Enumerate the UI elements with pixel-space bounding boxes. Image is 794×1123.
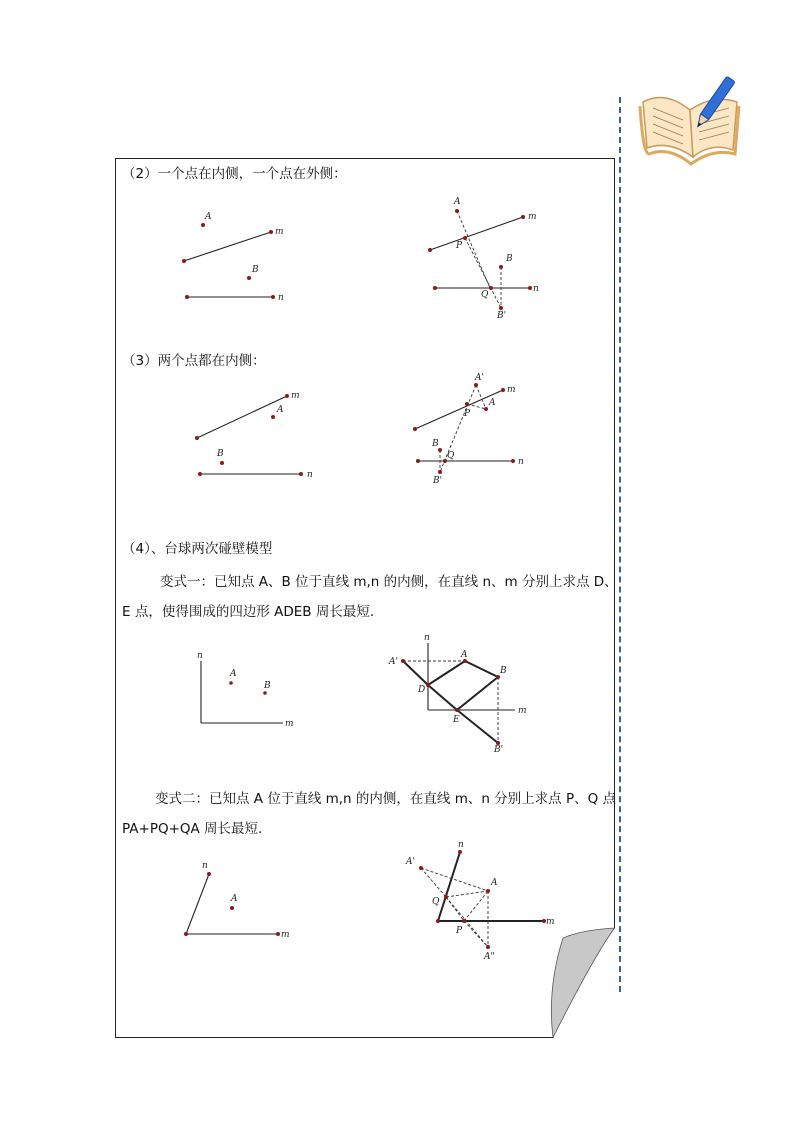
- svg-text:Q: Q: [481, 290, 489, 300]
- svg-text:A: A: [461, 650, 468, 660]
- svg-text:A': A': [406, 857, 415, 867]
- svg-text:B': B': [494, 745, 504, 755]
- svg-text:m: m: [281, 930, 290, 940]
- variant-1-text-line2: E 点，使得围成的四边形 ADEB 周长最短.: [122, 604, 375, 620]
- svg-text:n: n: [307, 470, 313, 480]
- svg-text:A": A": [484, 952, 495, 962]
- svg-text:n: n: [424, 633, 430, 643]
- svg-text:P: P: [464, 409, 471, 419]
- svg-text:B: B: [264, 681, 271, 691]
- book-pen-icon: [635, 72, 745, 171]
- section-3-heading: （3）两个点都在内侧：: [122, 353, 266, 369]
- svg-text:P: P: [456, 241, 463, 251]
- svg-text:A': A': [475, 373, 484, 383]
- label-B: B: [252, 265, 259, 275]
- svg-text:m: m: [291, 391, 300, 401]
- svg-text:n: n: [197, 651, 203, 661]
- svg-text:A: A: [491, 878, 498, 888]
- svg-text:m: m: [507, 385, 516, 395]
- svg-text:Q: Q: [432, 897, 440, 907]
- svg-text:A: A: [454, 197, 461, 207]
- svg-text:n: n: [518, 457, 524, 467]
- svg-text:B': B': [433, 476, 443, 486]
- figure-4-v1-right: [385, 630, 530, 755]
- figure-3-left: [190, 385, 320, 485]
- label-m: m: [275, 227, 284, 237]
- svg-text:E: E: [453, 715, 460, 725]
- svg-text:B: B: [500, 666, 507, 676]
- svg-text:P: P: [456, 926, 463, 936]
- svg-text:n: n: [202, 861, 208, 871]
- figure-4-v2-left: [175, 855, 300, 945]
- svg-text:B: B: [217, 449, 224, 459]
- svg-text:A: A: [230, 669, 237, 679]
- svg-text:m: m: [285, 719, 294, 729]
- svg-text:D: D: [418, 685, 426, 695]
- svg-text:A': A': [389, 657, 398, 667]
- figure-3-right: [408, 370, 538, 490]
- svg-text:B: B: [506, 254, 513, 264]
- label-A: A: [205, 212, 212, 222]
- section-2-heading: （2）一个点在内侧，一个点在外侧：: [122, 166, 347, 182]
- variant-2-text-line1: 变式二：已知点 A 位于直线 m,n 的内侧，在直线 m、n 分别上求点 P、Q 点: [155, 791, 617, 807]
- figure-2-right: [425, 193, 555, 323]
- svg-text:A: A: [277, 405, 284, 415]
- svg-text:Q: Q: [447, 451, 455, 461]
- svg-text:n: n: [533, 284, 539, 294]
- figure-4-v1-left: [190, 650, 300, 735]
- variant-1-text-line1: 变式一：已知点 A、B 位于直线 m,n 的内侧，在直线 n、m 分别上求点 D、: [160, 574, 618, 590]
- section-4-heading: （4）、台球两次碰壁模型: [122, 541, 273, 557]
- svg-text:A: A: [231, 894, 238, 904]
- page-curl: [551, 928, 614, 1038]
- svg-text:n: n: [458, 840, 464, 850]
- dashed-rule: [619, 97, 621, 992]
- svg-text:m: m: [528, 212, 537, 222]
- variant-2-text-line2: PA+PQ+QA 周长最短.: [122, 821, 263, 837]
- svg-text:m: m: [518, 706, 527, 716]
- figure-4-v2-right: [400, 835, 560, 965]
- label-n: n: [278, 293, 284, 303]
- figure-2-left: [170, 205, 310, 310]
- svg-text:B': B': [497, 311, 507, 321]
- svg-text:B: B: [432, 439, 439, 449]
- svg-text:m: m: [546, 917, 555, 927]
- svg-text:A: A: [489, 398, 496, 408]
